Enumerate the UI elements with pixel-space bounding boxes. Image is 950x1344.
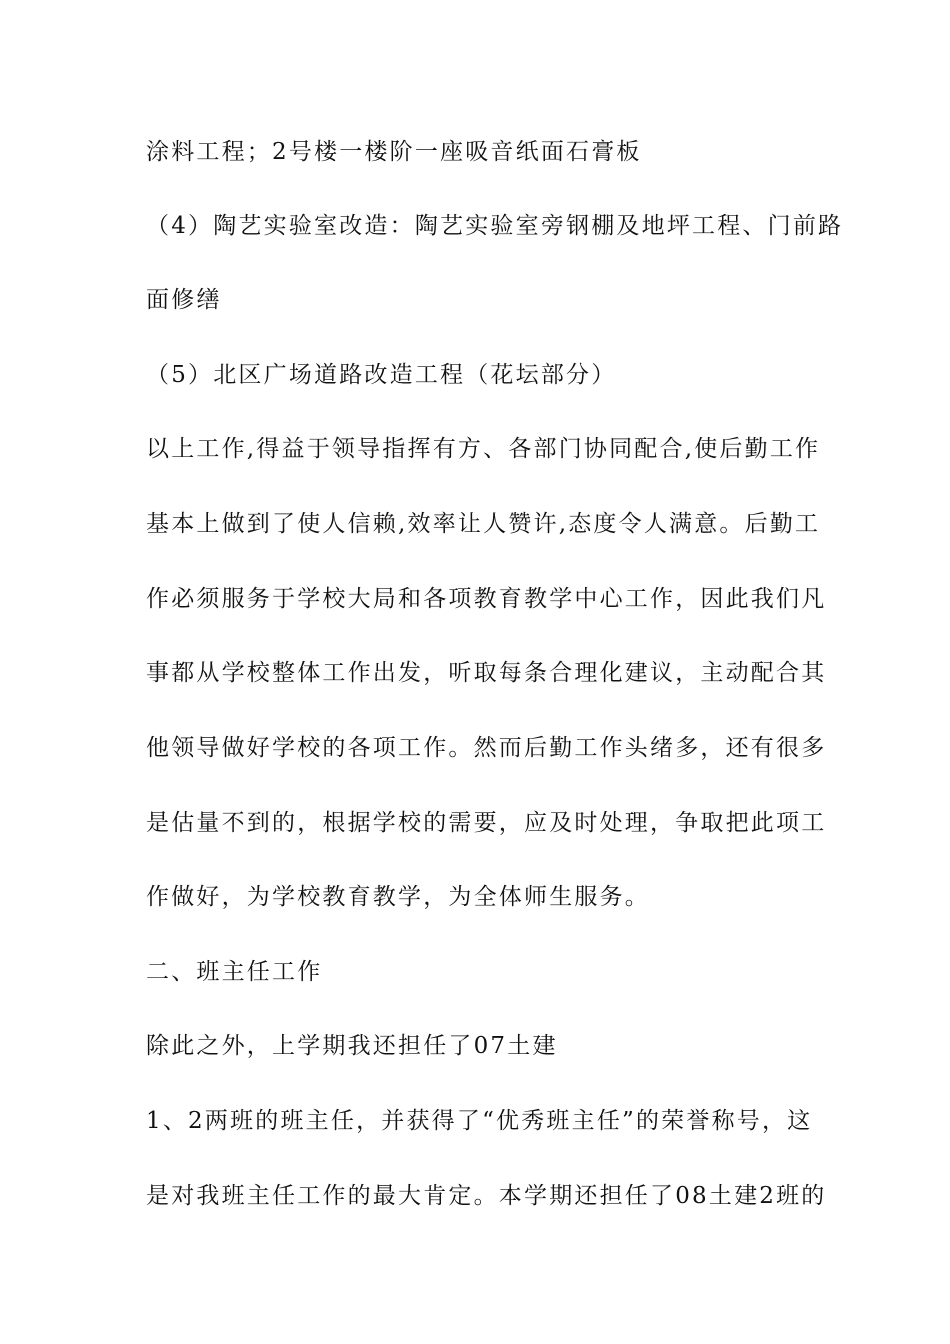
section-heading: 二、班主任工作: [146, 959, 323, 985]
paragraph-line: 除此之外，上学期我还担任了07土建: [146, 1033, 558, 1059]
paragraph-line: 以上工作,得益于领导指挥有方、各部门协同配合,使后勤工作: [146, 436, 821, 462]
paragraph-line: 是对我班主任工作的最大肯定。本学期还担任了08土建2班的: [146, 1183, 827, 1209]
paragraph-line: 基本上做到了使人信赖,效率让人赞许,态度令人满意。后勤工: [146, 511, 821, 537]
paragraph-line: 他领导做好学校的各项工作。然而后勤工作头绪多，还有很多: [146, 735, 827, 761]
paragraph-line: （4）陶艺实验室改造：陶艺实验室旁钢棚及地坪工程、门前路: [146, 213, 844, 239]
paragraph-line: 涂料工程；2号楼一楼阶一座吸音纸面石膏板: [146, 139, 642, 165]
paragraph-line: 作必须服务于学校大局和各项教育教学中心工作，因此我们凡: [146, 586, 827, 612]
paragraph-line: 事都从学校整体工作出发，听取每条合理化建议，主动配合其: [146, 660, 827, 686]
paragraph-line: 作做好，为学校教育教学，为全体师生服务。: [146, 884, 650, 910]
paragraph-line: 面修缮: [146, 287, 222, 313]
paragraph-line: 1、2两班的班主任，并获得了“优秀班主任”的荣誉称号，这: [146, 1108, 813, 1134]
paragraph-line: （5）北区广场道路改造工程（花坛部分）: [146, 362, 617, 388]
paragraph-line: 是估量不到的，根据学校的需要，应及时处理，争取把此项工: [146, 810, 827, 836]
